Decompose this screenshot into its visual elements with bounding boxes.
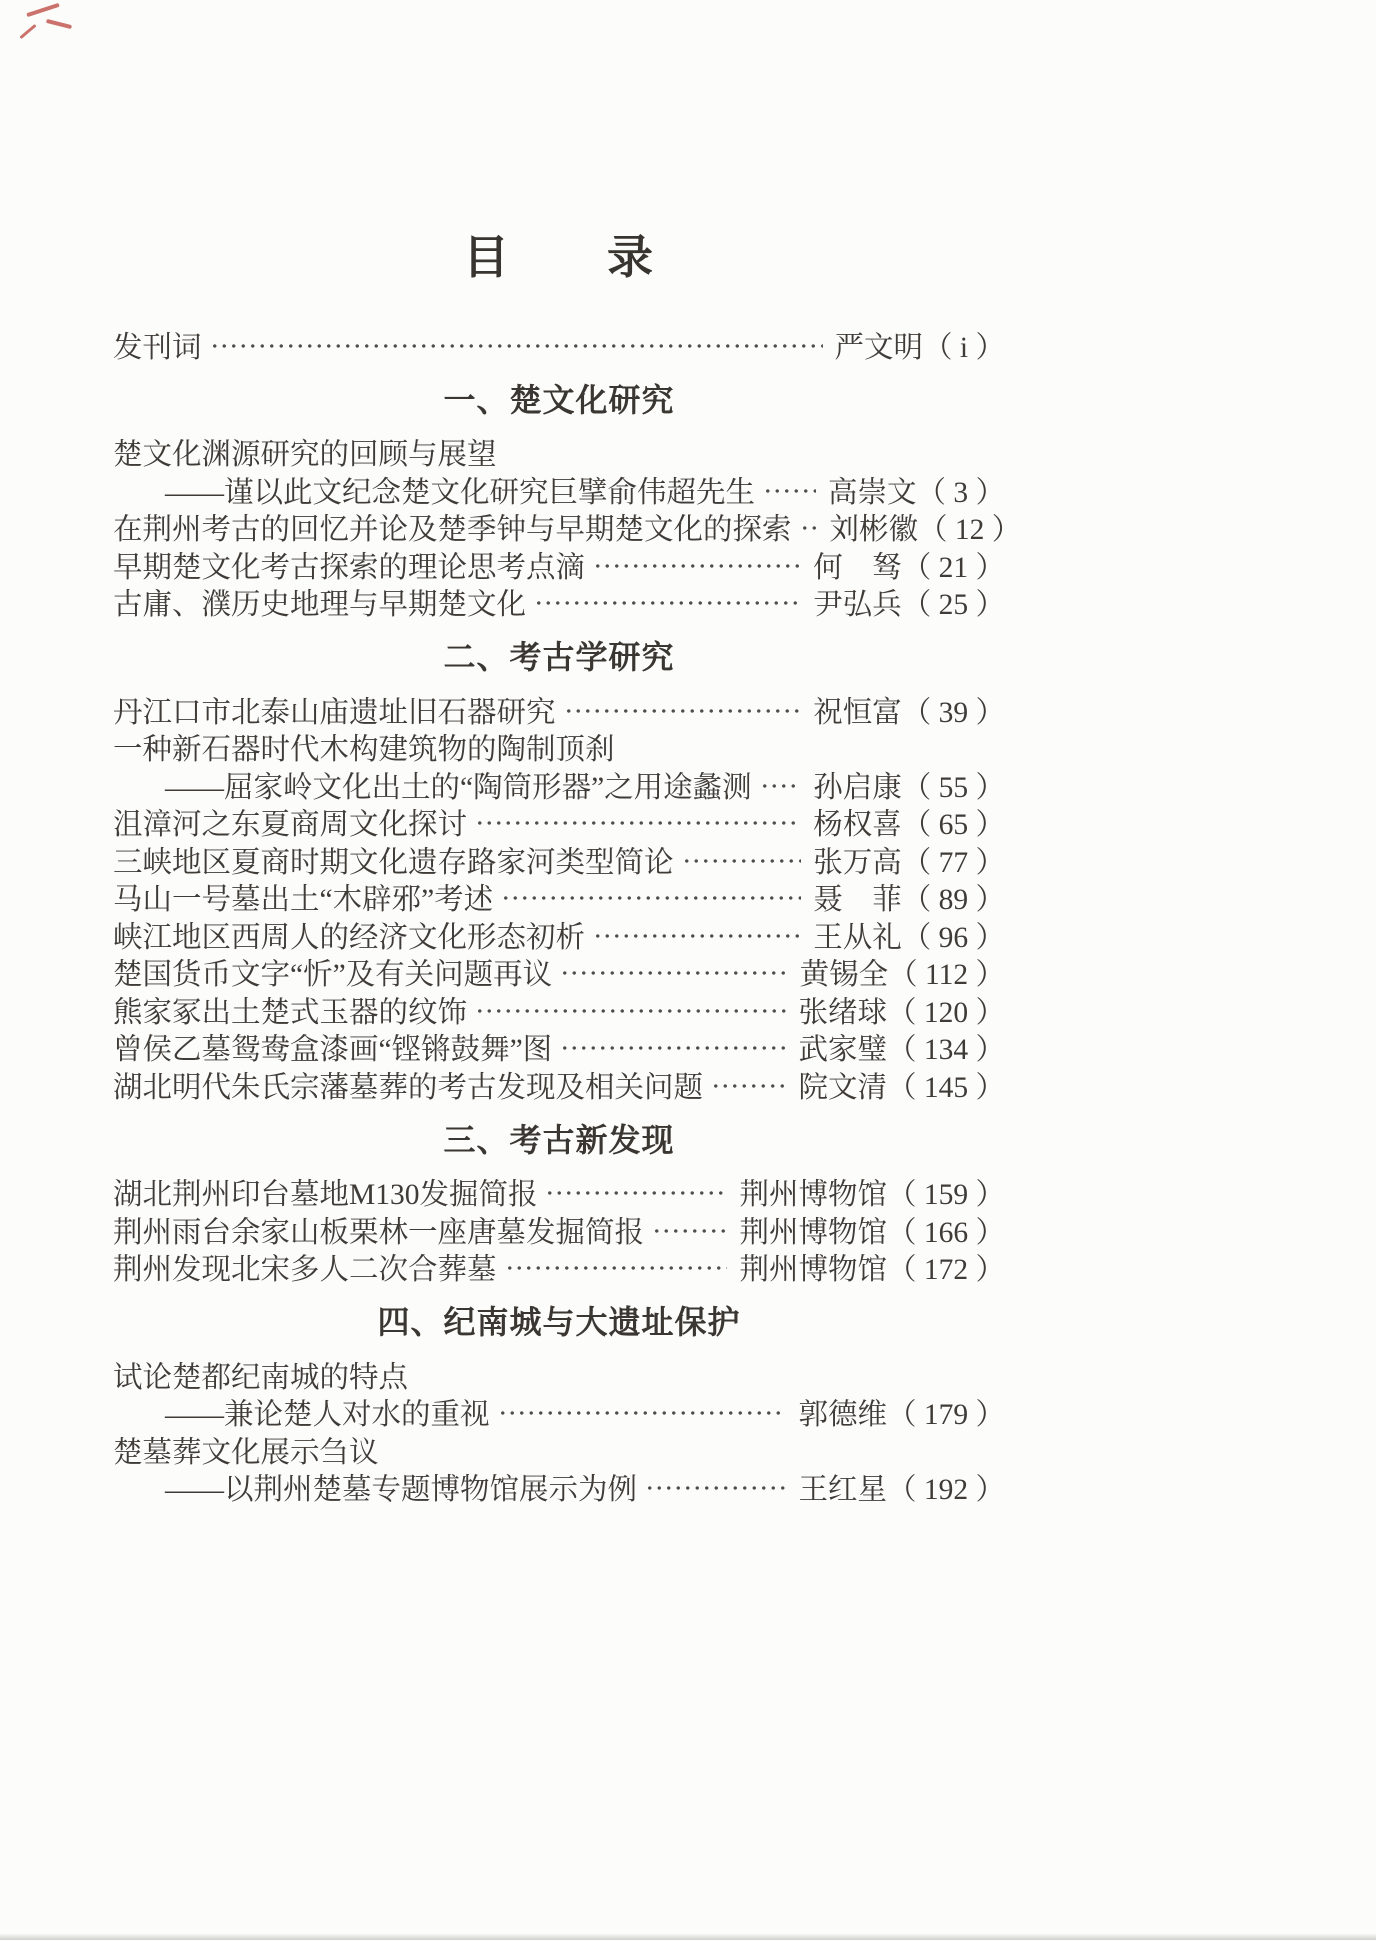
- entry-author: 聂 菲: [813, 884, 902, 917]
- dotted-leader: [763, 473, 816, 509]
- entry-page-number: （ 77 ）: [901, 846, 1005, 879]
- red-pen-mark: [19, 24, 36, 39]
- dotted-leader: [645, 1471, 786, 1507]
- dotted-leader: [545, 1176, 727, 1212]
- dotted-leader: [475, 993, 786, 1029]
- entry-title: 早期楚文化考古探索的理论思考点滴: [113, 551, 586, 584]
- entry-author: 尹弘兵: [813, 589, 902, 622]
- toc-entry: [113, 1174, 1005, 1212]
- dotted-leader: [800, 511, 818, 547]
- entry-page-number: （ 166 ）: [886, 1216, 1005, 1249]
- entry-page-number: （ 12 ）: [918, 514, 1022, 547]
- toc-entry: [113, 879, 1005, 917]
- dotted-leader: [593, 918, 801, 954]
- entry-title: 楚墓葬文化展示刍议: [113, 1436, 379, 1469]
- dotted-leader: [593, 548, 801, 584]
- entry-title: ——屈家岭文化出土的“陶筒形器”之用途蠡测: [165, 771, 752, 804]
- entry-page-number: （ 3 ）: [916, 476, 1005, 509]
- entry-title: 湖北明代朱氏宗藩墓葬的考古发现及相关问题: [113, 1071, 704, 1104]
- entry-author: 何 驽: [813, 551, 902, 584]
- toc-entry: [113, 954, 1005, 992]
- page-title: 目 录: [463, 232, 655, 283]
- entry-title: ——谨以此文纪念楚文化研究巨擘俞伟超先生: [165, 476, 756, 509]
- toc-entry-title-line: [113, 1356, 1005, 1394]
- entry-title: 发刊词: [113, 331, 202, 364]
- dotted-leader: [501, 881, 801, 917]
- dotted-leader: [682, 843, 802, 879]
- entry-title: 古庸、濮历史地理与早期楚文化: [113, 589, 527, 622]
- entry-title: 试论楚都纪南城的特点: [113, 1361, 409, 1394]
- toc-entry: [113, 471, 1005, 509]
- entry-page-number: （ 159 ）: [886, 1179, 1005, 1212]
- entry-page-number: （ 120 ）: [886, 996, 1005, 1029]
- toc-entry: [113, 766, 1005, 804]
- entry-page-number: （ 112 ）: [888, 959, 1005, 992]
- entry-page-number: （ i ）: [923, 331, 1005, 364]
- toc-entry-title-line: [113, 729, 1005, 767]
- entry-title: ——以荆州楚墓专题博物馆展示为例: [165, 1474, 638, 1507]
- entry-page-number: （ 192 ）: [886, 1474, 1005, 1507]
- entry-author: 郭德维: [798, 1399, 887, 1432]
- dotted-leader: [210, 328, 823, 364]
- dotted-leader: [564, 693, 802, 729]
- toc-entry: [113, 1469, 1005, 1507]
- entry-title: 荆州发现北宋多人二次合葬墓: [113, 1254, 497, 1287]
- section-heading: 三、考古新发现: [443, 1121, 675, 1158]
- entry-author: 王从礼: [813, 921, 902, 954]
- toc-entry: [113, 991, 1005, 1029]
- entry-page-number: （ 89 ）: [901, 884, 1005, 917]
- section-heading: 一、楚文化研究: [443, 381, 675, 418]
- entry-author: 孙启康: [813, 771, 902, 804]
- toc-entry-title-line: [113, 1431, 1005, 1469]
- entry-page-number: （ 25 ）: [901, 589, 1005, 622]
- entry-title: 在荆州考古的回忆并论及楚季钟与早期楚文化的探索: [113, 514, 792, 547]
- dotted-leader: [498, 1396, 787, 1432]
- entry-title: 楚文化渊源研究的回顾与展望: [113, 439, 497, 472]
- entry-author: 院文清: [798, 1071, 887, 1104]
- toc-entry: [113, 916, 1005, 954]
- toc-entry: [113, 1249, 1005, 1287]
- entry-title: 马山一号墓出土“木辟邪”考述: [113, 884, 494, 917]
- entry-title: 湖北荆州印台墓地M130发掘简报: [113, 1179, 538, 1212]
- entry-author: 杨权喜: [813, 809, 902, 842]
- entry-author: 祝恒富: [813, 696, 902, 729]
- entry-title: 丹江口市北泰山庙遗址旧石器研究: [113, 696, 556, 729]
- entry-page-number: （ 65 ）: [901, 809, 1005, 842]
- page-content: [113, 228, 1022, 1507]
- toc-list: [113, 326, 1022, 1507]
- entry-page-number: （ 145 ）: [886, 1071, 1005, 1104]
- toc-entry: [113, 1211, 1005, 1249]
- toc-entry: [113, 1066, 1005, 1104]
- entry-title: 熊家冢出土楚式玉器的纹饰: [113, 996, 468, 1029]
- entry-page-number: （ 39 ）: [901, 696, 1005, 729]
- dotted-leader: [534, 586, 801, 622]
- toc-entry-title-line: [113, 434, 1005, 472]
- entry-page-number: （ 96 ）: [901, 921, 1005, 954]
- entry-author: 荆州博物馆: [739, 1216, 887, 1249]
- toc-entry: [113, 691, 1005, 729]
- dotted-leader: [760, 768, 802, 804]
- toc-entry: [113, 326, 1005, 364]
- entry-author: 严文明: [834, 331, 924, 364]
- dotted-leader: [711, 1068, 786, 1104]
- entry-page-number: （ 55 ）: [901, 771, 1005, 804]
- entry-page-number: （ 172 ）: [886, 1254, 1005, 1287]
- entry-author: 武家璧: [798, 1034, 887, 1067]
- red-pen-mark: [46, 19, 72, 29]
- entry-author: 刘彬徽: [829, 514, 919, 547]
- dotted-leader: [475, 806, 801, 842]
- section-heading: 二、考古学研究: [443, 639, 675, 675]
- entry-title: 荆州雨台余家山板栗林一座唐墓发掘简报: [113, 1216, 645, 1249]
- section-heading: 四、纪南城与大遗址保护: [377, 1304, 741, 1340]
- scan-bottom-edge: [0, 1934, 1376, 1940]
- entry-page-number: （ 134 ）: [886, 1034, 1005, 1067]
- entry-title: 沮漳河之东夏商周文化探讨: [113, 809, 468, 842]
- entry-author: 张万高: [813, 846, 902, 879]
- red-pen-mark: [26, 3, 60, 17]
- entry-author: 张绪球: [798, 996, 887, 1029]
- entry-author: 王红星: [798, 1474, 887, 1507]
- entry-title: 一种新石器时代木构建筑物的陶制顶刹: [113, 734, 615, 767]
- toc-entry: [113, 509, 1022, 547]
- entry-author: 高崇文: [827, 476, 917, 509]
- toc-entry: [113, 1394, 1005, 1432]
- entry-title: 峡江地区西周人的经济文化形态初析: [113, 921, 586, 954]
- entry-page-number: （ 21 ）: [901, 551, 1005, 584]
- toc-entry: [113, 841, 1005, 879]
- entry-title: 曾侯乙墓鸳鸯盒漆画“铿锵鼓舞”图: [113, 1034, 553, 1067]
- dotted-leader: [560, 956, 787, 992]
- dotted-leader: [560, 1031, 786, 1067]
- entry-title: 三峡地区夏商时期文化遗存路家河类型简论: [113, 846, 674, 879]
- entry-author: 荆州博物馆: [739, 1254, 887, 1287]
- toc-entry: [113, 804, 1005, 842]
- entry-page-number: （ 179 ）: [886, 1399, 1005, 1432]
- dotted-leader: [652, 1213, 727, 1249]
- entry-author: 黄锡全: [799, 959, 889, 992]
- entry-title: ——兼论楚人对水的重视: [165, 1399, 490, 1432]
- entry-author: 荆州博物馆: [739, 1179, 887, 1212]
- dotted-leader: [505, 1251, 728, 1287]
- entry-title: 楚国货币文字“忻”及有关问题再议: [113, 959, 553, 992]
- toc-entry: [113, 584, 1005, 622]
- toc-entry: [113, 546, 1005, 584]
- toc-entry: [113, 1029, 1005, 1067]
